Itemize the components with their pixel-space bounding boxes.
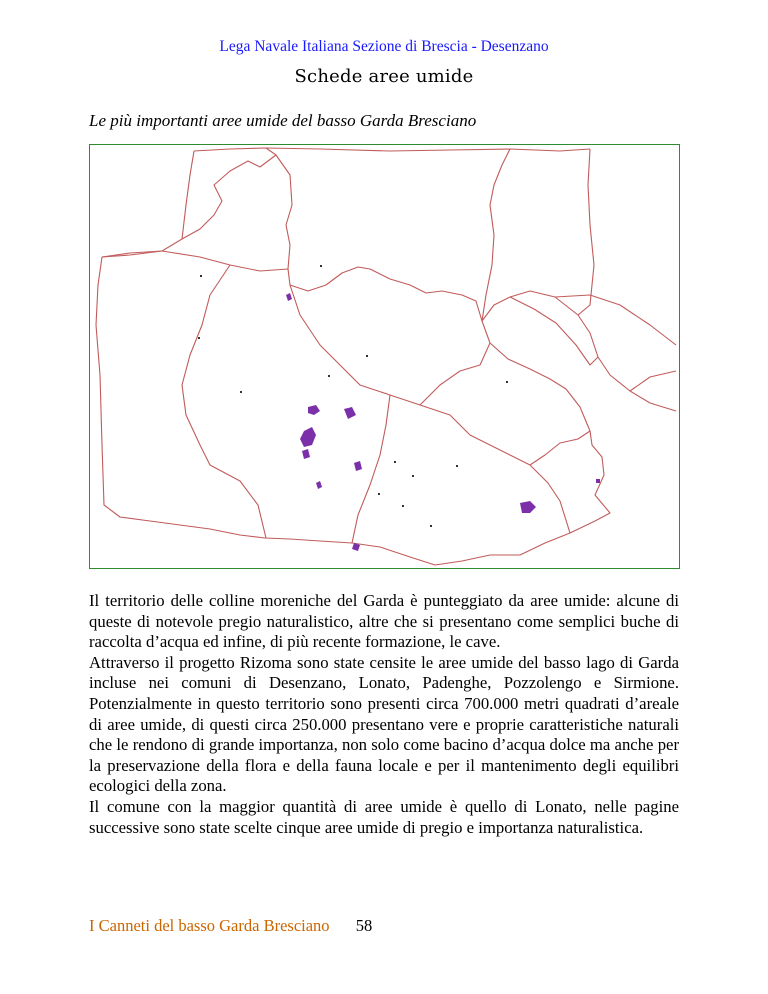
wetland-area [344,407,356,419]
wetland-area [300,427,316,447]
boundary-east-tail [555,295,676,345]
wetland-area [286,293,292,301]
boundary-north-wedge [266,148,590,151]
paragraph: Attraverso il progetto Rizoma sono state censite le aree umide del basso lago di Garda incluse nei comuni di Desenzano, Lonato, Padenghe, Pozzolengo e Sirmione. Potenzialmente in questo territorio sono presenti circa 700.000 metri quadrati d’areale di aree umide, di questi circa 250.000 presentano vere e proprie caratteristiche naturali che le rendono di grande importanza, non solo come bacino d’acqua dolce ma anche per la preservazione della flora e della fauna locale e per il mantenimento degli equilibri ecologici della zona. [89,652,679,796]
wetland-dot [366,355,368,357]
page-header: Lega Navale Italiana Sezione di Brescia - Desenzano [219,38,549,55]
wetlands-map [89,144,680,569]
page-footer [89,916,372,936]
wetland-dot [378,493,380,495]
wetland-dot [412,475,414,477]
page-number: 58 [355,916,373,935]
wetland-area [302,449,310,459]
boundary-inner-5 [510,297,598,365]
wetland-area [308,405,320,415]
map-drawing [90,145,678,567]
boundary-inner-1 [182,265,266,538]
boundary-inner-2 [290,285,570,533]
wetland-dot [200,275,202,277]
wetland-area [596,479,600,483]
wetland-dot [328,375,330,377]
paragraph: Il territorio delle colline moreniche del Garda è punteggiato da aree umide: alcune di queste di notevole pregio naturalistico, altre che si presentano come semplici buche di raccolta d’acqua ed infine, di più recente formazione, le cave. [89,591,679,652]
boundary-west-inner [102,251,162,257]
boundary-inner-4 [530,431,590,465]
wetland-dot [506,381,508,383]
wetland-dot [456,465,458,467]
municipal-boundaries [96,148,676,565]
footer-source: I Canneti del basso Garda Bresciano [89,916,330,935]
boundary-west [182,151,194,239]
wetland-dot [402,505,404,507]
wetland-dot [430,525,432,527]
page-title: Schede aree umide [294,66,474,87]
boundary-north-east [578,149,594,315]
boundary-central-north [162,251,482,321]
wetland-dot [198,337,200,339]
boundary-lake-shore-east [482,149,510,321]
wetland-dot [394,461,396,463]
body-text [89,591,679,838]
map-caption: Le più importanti aree umide del basso Garda Bresciano [89,111,477,130]
wetland-area [520,501,536,513]
wetland-area [354,461,362,471]
paragraph: Il comune con la maggior quantità di aree umide è quello di Lonato, nelle pagine successive sono state scelte cinque aree umide di pregio e importanza naturalistica. [89,796,679,837]
wetland-area [316,481,322,489]
boundary-inner-6 [420,343,490,405]
wetland-dot [240,391,242,393]
boundary-east-tail-2 [630,371,676,391]
wetland-areas [286,293,600,551]
wetland-dot [320,265,322,267]
boundary-lake-shore-north [276,155,292,269]
